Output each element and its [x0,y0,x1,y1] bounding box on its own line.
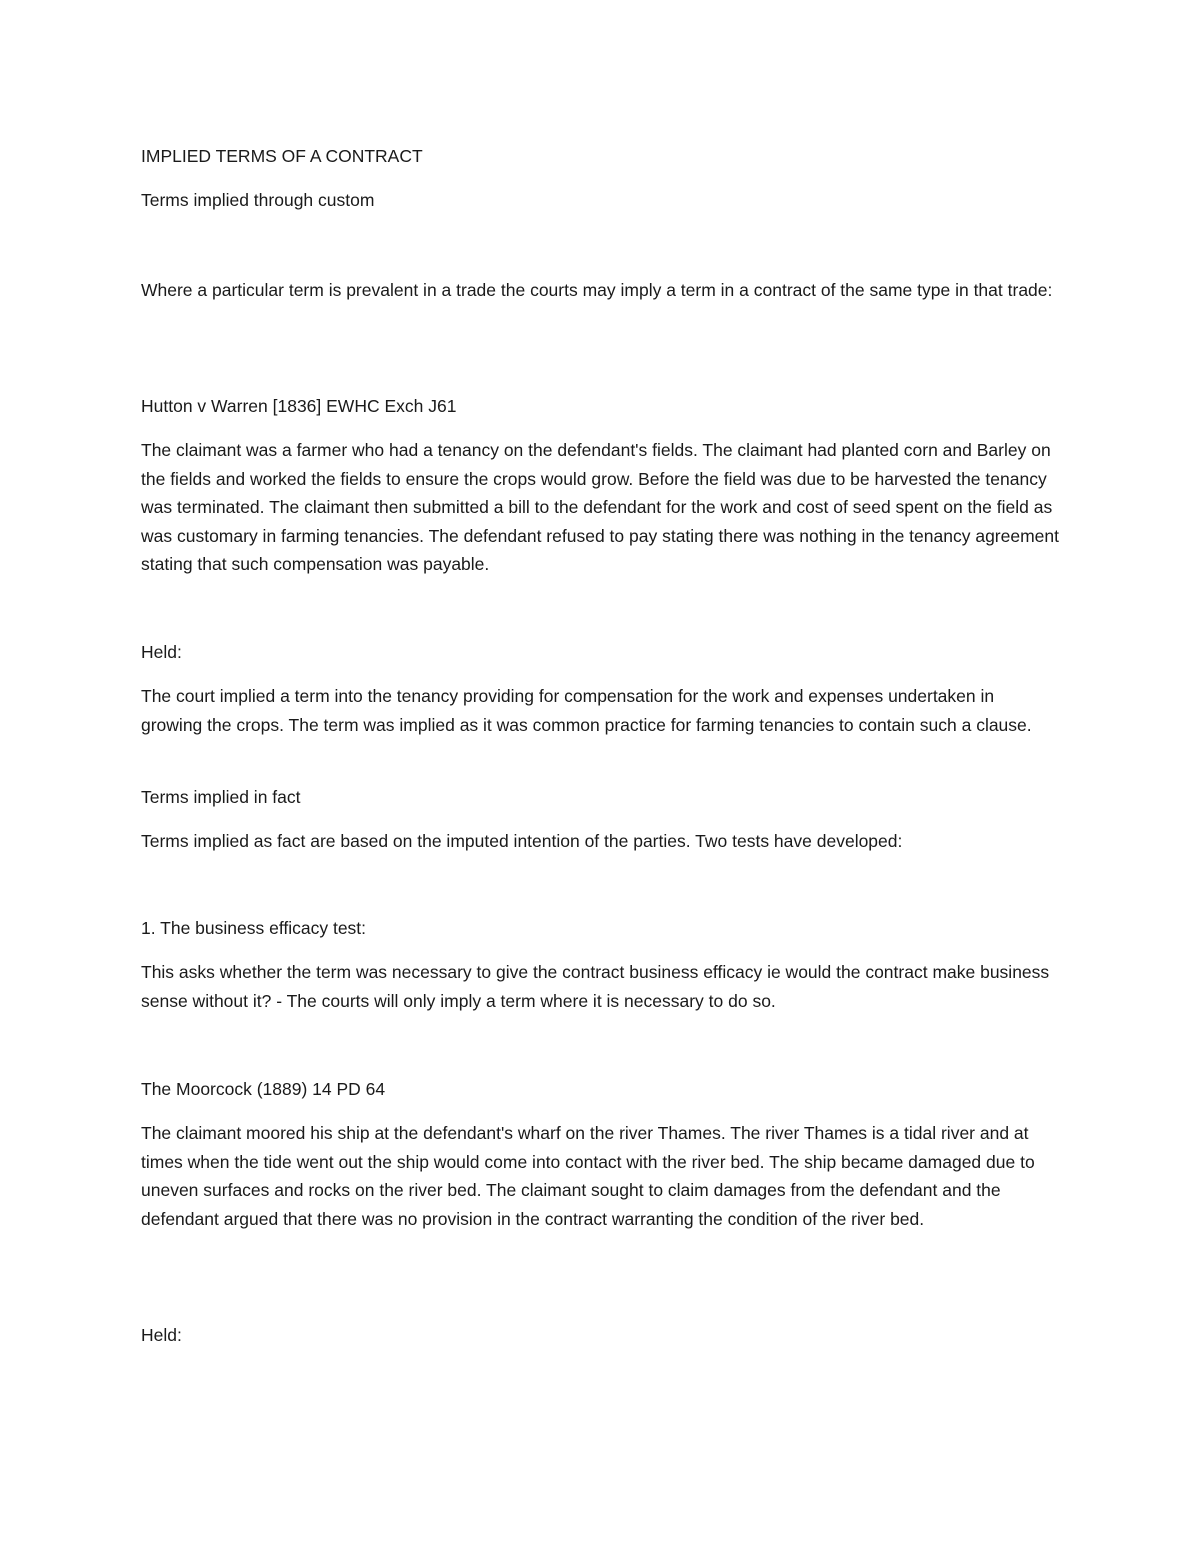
business-efficacy-heading: 1. The business efficacy test: [141,918,367,938]
case-citation-hutton: Hutton v Warren [1836] EWHC Exch J61 [141,396,457,416]
held-text-hutton: The court implied a term into the tenancy providing for compensation for the work and expenses undertaken in growing the crops. The term was implied as it was common practice for farming tenancies to contain such a clause. [141,686,1032,735]
case-facts-hutton: The claimant was a farmer who had a tenancy on the defendant's fields. The claimant had planted corn and Barley on the fields and worked the fields to ensure the crops would grow. Before the field was due to be harvested the tenancy was terminated. The claimant then submitted a bill to the defendant for the work and cost of seed spent on the field as was customary in farming tenancies. The defendant refused to pay stating there was nothing in the tenancy agreement stating that such compensation was payable. [141,440,1059,574]
document-title: IMPLIED TERMS OF A CONTRACT [141,146,423,166]
heading-terms-implied-custom: Terms implied through custom [141,190,375,210]
held-label-moorcock: Held: [141,1325,182,1345]
case-citation-moorcock: The Moorcock (1889) 14 PD 64 [141,1079,386,1099]
fact-intro-paragraph: Terms implied as fact are based on the imputed intention of the parties. Two tests have developed: [141,831,903,851]
heading-terms-implied-fact: Terms implied in fact [141,787,301,807]
held-label-hutton: Held: [141,642,182,662]
business-efficacy-text: This asks whether the term was necessary to give the contract business efficacy ie would the contract make business sense without it? - The courts will only imply a term where it is necessary to do so. [141,962,1050,1011]
custom-intro-paragraph: Where a particular term is prevalent in a trade the courts may imply a term in a contract of the same type in that trade: [141,280,1053,300]
case-facts-moorcock: The claimant moored his ship at the defendant's wharf on the river Thames. The river Thames is a tidal river and at times when the tide went out the ship would come into contact with the river bed. The ship became damaged due to uneven surfaces and rocks on the river bed. The claimant sought to claim damages from the defendant and the defendant argued that there was no provision in the contract warranting the condition of the river bed. [141,1123,1035,1229]
